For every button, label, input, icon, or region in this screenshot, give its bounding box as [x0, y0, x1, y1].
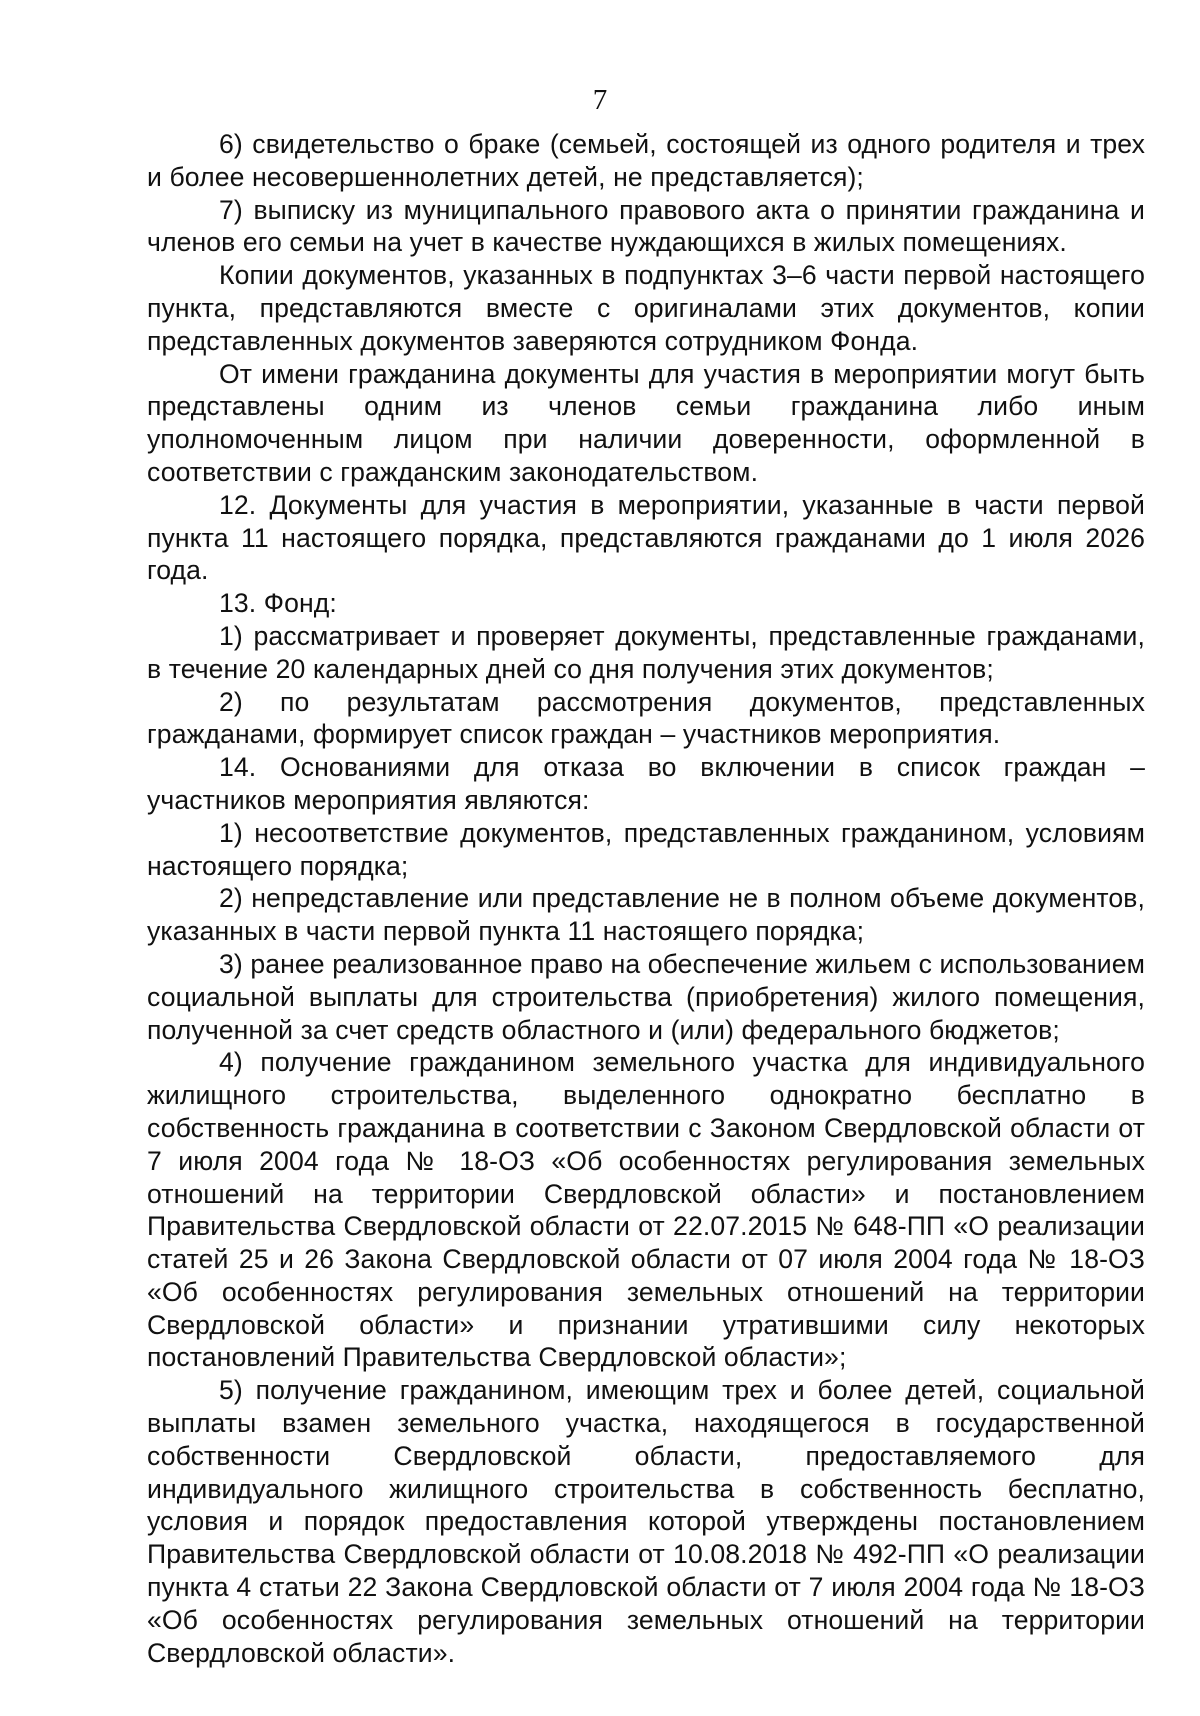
paragraph-clause-14-heading: 14. Основаниями для отказа во включении в список граждан – участников мероприятия являются: — [147, 752, 1145, 815]
paragraph-clause-14-item-4: 4) получение гражданином земельного участка для индивидуального жилищного строительства, выделенного однократно бесплатно в собственность гражданина в соответствии с Законом Свердловской области от 7 июля 2004 года № 18-ОЗ «Об особенностях регулирования земельных отношений на территории Свердловской области» и постановлением Правительства Свердловской области от 22.07.2015 № 648-ПП «О реализации статей 25 и 26 Закона Свердловской области от 07 июля 2004 года № 18-ОЗ «Об особенностях регулирования земельных отношений на территории Свердловской области» и признании утратившими силу некоторых постановлений Правительства Свердловской области»; — [147, 1047, 1145, 1373]
paragraph-clause-14-item-3: 3) ранее реализованное право на обеспечение жильем с использованием социальной выплаты для строительства (приобретения) жилого помещения, полученной за счет средств областного и (или) федерального бюджетов; — [147, 948, 1145, 1045]
paragraph-clause-14-item-5: 5) получение гражданином, имеющим трех и более детей, социальной выплаты взамен земельного участка, находящегося в государственной собственности Свердловской области, предоставляемого для индивидуального жилищного строительства в собственность бесплатно, условия и порядок предоставления которой утверждены постановлением Правительства Свердловской области от 10.08.2018 № 492-ПП «О реализации пункта 4 статьи 22 Закона Свердловской области от 7 июля 2004 года № 18-ОЗ «Об особенностях регулирования земельных отношений на территории Свердловской области». — [147, 1375, 1145, 1668]
paragraph-clause-13-item-1: 1) рассматривает и проверяет документы, представленные гражданами, в течение 20 календарных дней со дня получения этих документов; — [147, 620, 1145, 684]
paragraph-clause-13-heading: 13. Фонд: — [219, 588, 337, 619]
paragraph-clause-12: 12. Документы для участия в мероприятии, указанные в части первой пункта 11 настоящего порядка, представляются гражданами до 1 июля 2026 года. — [147, 489, 1145, 586]
paragraph-clause-14-item-1: 1) несоответствие документов, представленных гражданином, условиям настоящего порядка; — [147, 817, 1145, 881]
paragraph-clause-13-item-2: 2) по результатам рассмотрения документов, представленных гражданами, формирует список граждан – участников мероприятия. — [147, 686, 1145, 750]
page-number: 7 — [592, 84, 608, 116]
paragraph-representative: От имени гражданина документы для участия в мероприятии могут быть представлены одним из членов семьи гражданина либо иным уполномоченным лицом при наличии доверенности, оформленной в соответствии с гражданским законодательством. — [147, 358, 1145, 487]
paragraph-clause-14-item-2: 2) непредставление или представление не в полном объеме документов, указанных в части первой пункта 11 настоящего порядка; — [147, 883, 1145, 947]
paragraph-document-copies: Копии документов, указанных в подпунктах 3–6 части первой настоящего пункта, представляются вместе с оригиналами этих документов, копии представленных документов заверяются сотрудником Фонда. — [147, 260, 1145, 356]
document-body — [147, 128, 1145, 1669]
paragraph-item-6-marriage-certificate: 6) свидетельство о браке (семьей, состоящей из одного родителя и трех и более несовершеннолетних детей, не представляется); — [147, 129, 1145, 192]
paragraph-item-7-municipal-act-extract: 7) выписку из муниципального правового акта о принятии гражданина и членов его семьи на учет в качестве нуждающихся в жилых помещениях. — [147, 194, 1145, 258]
